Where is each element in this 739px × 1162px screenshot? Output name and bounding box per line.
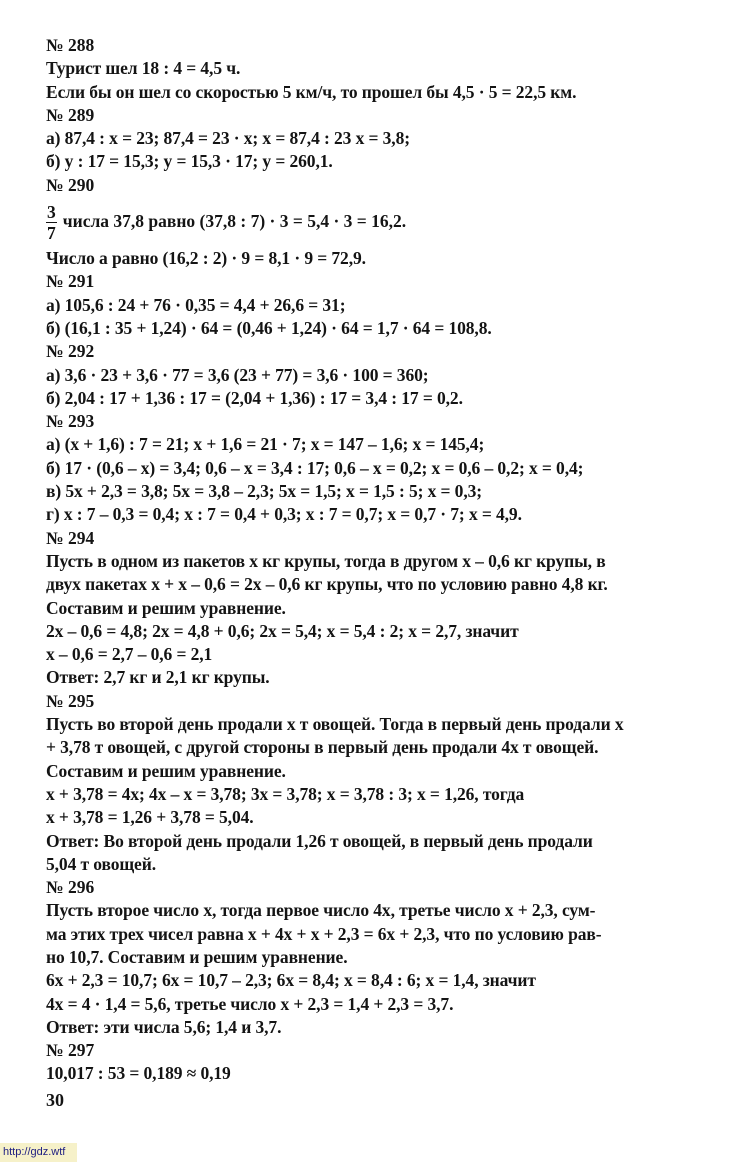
solution-line: б) 17 · (0,6 – x) = 3,4; 0,6 – x = 3,4 : 17; 0,6 – x = 0,2; x = 0,6 – 0,2; x = 0,4; bbox=[46, 457, 584, 478]
solution-line: б) 2,04 : 17 + 1,36 : 17 = (2,04 + 1,36) : 17 = 3,4 : 17 = 0,2. bbox=[46, 387, 463, 408]
solution-line: но 10,7. Составим и решим уравнение. bbox=[46, 946, 348, 967]
solution-line: Составим и решим уравнение. bbox=[46, 597, 286, 618]
solution-line: 10,017 : 53 = 0,189 ≈ 0,19 bbox=[46, 1063, 231, 1084]
solution-line: двух пакетах x + x – 0,6 = 2x – 0,6 кг крупы, что по условию равно 4,8 кг. bbox=[46, 574, 608, 595]
problem-number: № 296 bbox=[46, 877, 95, 898]
fraction-numerator: 3 bbox=[47, 201, 56, 222]
solution-line: 5,04 т овощей. bbox=[46, 853, 156, 874]
solution-line: 6x + 2,3 = 10,7; 6x = 10,7 – 2,3; 6x = 8,4; x = 8,4 : 6; x = 1,4, значит bbox=[46, 970, 536, 991]
solution-line: Число a равно (16,2 : 2) · 9 = 8,1 · 9 = 72,9. bbox=[46, 248, 366, 269]
solution-line: x + 3,78 = 1,26 + 3,78 = 5,04. bbox=[46, 807, 254, 828]
solution-line: Если бы он шел со скоростью 5 км/ч, то прошел бы 4,5 · 5 = 22,5 км. bbox=[46, 81, 577, 102]
problem-number: № 293 bbox=[46, 411, 95, 432]
problem-block bbox=[46, 527, 706, 690]
solution-line: а) 3,6 · 23 + 3,6 · 77 = 3,6 (23 + 77) = 3,6 · 100 = 360; bbox=[46, 364, 429, 385]
solution-line: Пусть второе число x, тогда первое число 4x, третье число x + 2,3, сум- bbox=[46, 900, 596, 921]
solution-line: Турист шел 18 : 4 = 4,5 ч. bbox=[46, 58, 241, 79]
fraction bbox=[46, 202, 57, 243]
problem-block bbox=[46, 34, 706, 104]
problem-number: № 288 bbox=[46, 35, 95, 55]
solution-line: в) 5x + 2,3 = 3,8; 5x = 3,8 – 2,3; 5x = 1,5; x = 1,5 : 5; x = 0,3; bbox=[46, 481, 482, 502]
solution-line: а) 87,4 : x = 23; 87,4 = 23 · x; x = 87,4 : 23 x = 3,8; bbox=[46, 128, 410, 149]
problem-number: № 292 bbox=[46, 341, 95, 362]
fraction-text: числа 37,8 равно (37,8 : 7) · 3 = 5,4 · 3 = 16,2. bbox=[62, 211, 407, 232]
solution-line: б) (16,1 : 35 + 1,24) · 64 = (0,46 + 1,24) · 64 = 1,7 · 64 = 108,8. bbox=[46, 317, 492, 338]
solution-line: а) 105,6 : 24 + 76 · 0,35 = 4,4 + 26,6 = 31; bbox=[46, 294, 346, 315]
page-number: 30 bbox=[46, 1090, 64, 1110]
solution-line: x + 3,78 = 4x; 4x – x = 3,78; 3x = 3,78; x = 3,78 : 3; x = 1,26, тогда bbox=[46, 783, 525, 804]
solution-line: Пусть во второй день продали x т овощей. Тогда в первый день продали x bbox=[46, 714, 624, 735]
solution-line: б) y : 17 = 15,3; y = 15,3 · 17; y = 260,1. bbox=[46, 151, 333, 172]
solution-line: ма этих трех чисел равна x + 4x + x + 2,3 = 6x + 2,3, что по условию рав- bbox=[46, 923, 602, 944]
solution-line: Пусть в одном из пакетов x кг крупы, тогда в другом x – 0,6 кг крупы, в bbox=[46, 550, 606, 571]
solution-line: Ответ: Во второй день продали 1,26 т овощей, в первый день продали bbox=[46, 830, 593, 851]
solution-line: а) (x + 1,6) : 7 = 21; x + 1,6 = 21 · 7; x = 147 – 1,6; x = 145,4; bbox=[46, 434, 485, 455]
problem-block bbox=[46, 104, 706, 174]
problem-block bbox=[46, 876, 706, 1039]
solution-line: + 3,78 т овощей, с другой стороны в первый день продали 4x т овощей. bbox=[46, 737, 599, 758]
problem-number: № 289 bbox=[46, 104, 95, 125]
problem-block bbox=[46, 690, 706, 876]
solution-line: 4x = 4 · 1,4 = 5,6, третье число x + 2,3 = 1,4 + 2,3 = 3,7. bbox=[46, 993, 454, 1014]
source-watermark[interactable]: http://gdz.wtf bbox=[0, 1143, 77, 1162]
problem-number: № 290 bbox=[46, 174, 95, 195]
problem-block bbox=[46, 410, 706, 526]
problem-block bbox=[46, 174, 706, 271]
problem-block bbox=[46, 270, 706, 340]
problem-block bbox=[46, 340, 706, 410]
fraction-denominator: 7 bbox=[47, 222, 56, 243]
problem-number: № 295 bbox=[46, 690, 95, 711]
problem-block bbox=[46, 1039, 706, 1086]
problem-number: № 297 bbox=[46, 1040, 95, 1061]
solution-line: 2x – 0,6 = 4,8; 2x = 4,8 + 0,6; 2x = 5,4; x = 5,4 : 2; x = 2,7, значит bbox=[46, 620, 519, 641]
fraction-line bbox=[46, 197, 706, 247]
solution-line: Ответ: 2,7 кг и 2,1 кг крупы. bbox=[46, 667, 270, 688]
problem-number: № 291 bbox=[46, 271, 95, 292]
solutions-page bbox=[46, 34, 706, 1086]
solution-line: Ответ: эти числа 5,6; 1,4 и 3,7. bbox=[46, 1016, 282, 1037]
solution-line: x – 0,6 = 2,7 – 0,6 = 2,1 bbox=[46, 644, 213, 665]
solution-line: г) x : 7 – 0,3 = 0,4; x : 7 = 0,4 + 0,3; x : 7 = 0,7; x = 0,7 · 7; x = 4,9. bbox=[46, 504, 522, 525]
problem-number: № 294 bbox=[46, 527, 95, 548]
solution-line: Составим и решим уравнение. bbox=[46, 760, 286, 781]
